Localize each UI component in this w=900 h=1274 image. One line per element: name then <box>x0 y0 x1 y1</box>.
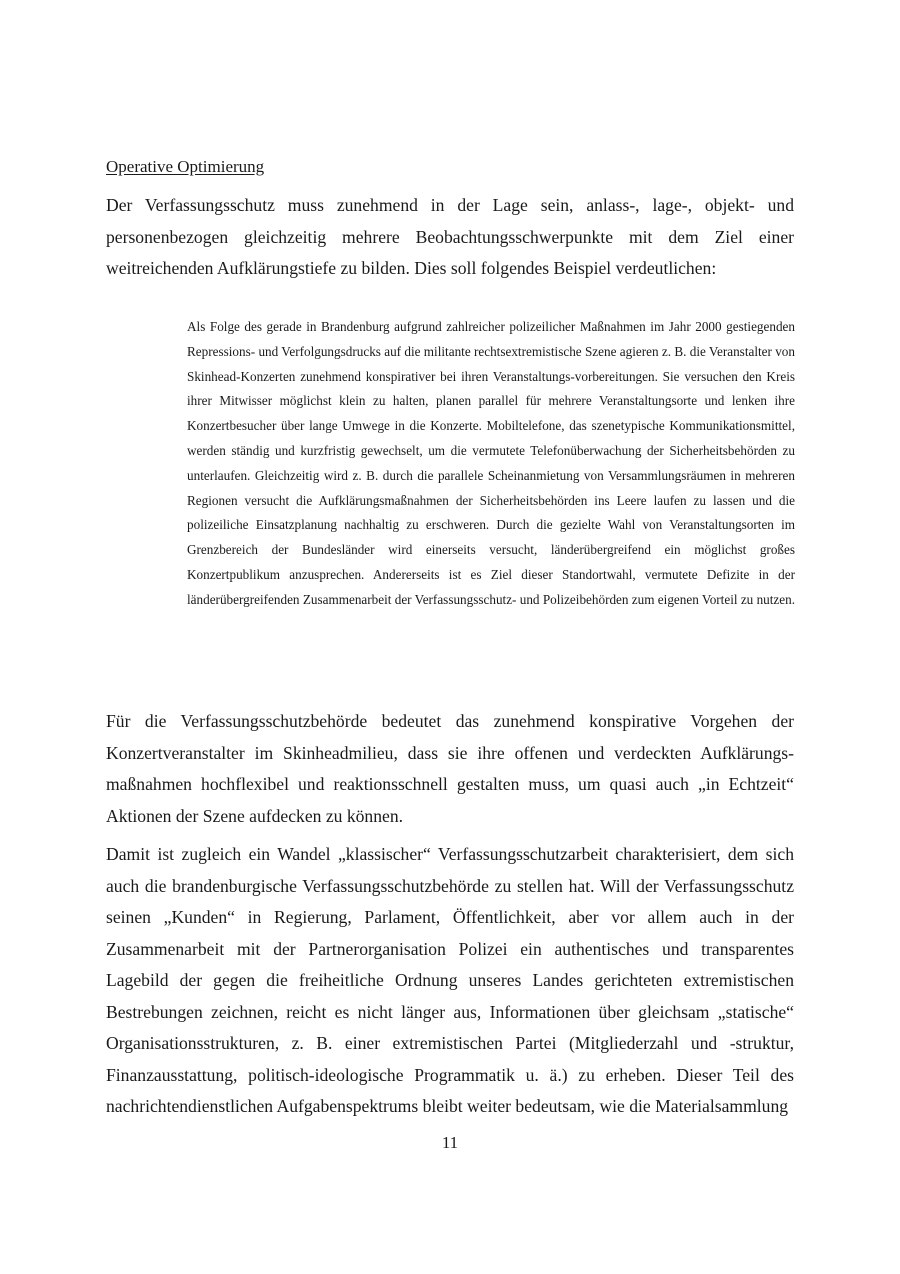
page-number: 11 <box>441 1133 459 1152</box>
intro-paragraph: Der Verfassungsschutz muss zunehmend in der Lage sein, anlass-, lage-, objekt- und personenbezogen gleichzeitig mehrere Beobachtungsschwerpunkte mit dem Ziel einer weitreichenden Aufklärungstiefe zu bilden. Dies soll folgendes Beispiel verdeutlichen: <box>106 195 794 278</box>
body-paragraph-3: Damit ist zugleich ein Wandel „klassischer“ Verfassungsschutzarbeit charakterisiert, dem sich auch die brandenburgische Verfassungsschutzbehörde zu stellen hat. Will der Verfassungsschutz seinen „Kunden“ in Regierung, Parlament, Öffentlichkeit, aber vor allem auch in der Zusammenarbeit mit der Partnerorganisation Polizei ein authentisches und transparentes Lagebild der gegen die freiheitliche Ordnung unseres Landes gerichteten extremistischen Bestrebungen zeichnen, reicht es nicht länger aus, Informationen über gleichsam „statische“ Organisationsstrukturen, z. B. einer extremistischen Partei (Mitgliederzahl und -struktur, Finanzausstattung, politisch-ideologische Programmatik u. ä.) zu erheben. Dieser Teil des nachrichtendienstlichen Aufgabenspektrums bleibt weiter bedeutsam, wie die Materialsammlung <box>106 844 794 1116</box>
example-quote: Als Folge des gerade in Brandenburg aufgrund zahlreicher polizeilicher Maßnahmen im Jahr 2000 gestiegenden Repressions- und Verfolgungsdrucks auf die militante rechtsextremistische Szene agieren z. B. die Veranstalter von Skinhead-Konzerten zunehmend konspirativer bei ihren Veranstaltungs-vorbereitungen. Sie versuchen den Kreis ihrer Mitwisser möglichst klein zu halten, planen parallel für mehrere Veranstaltungsorte und lenken ihre Konzertbesucher über lange Umwege in die Konzerte. Mobiltelefone, das szenetypische Kommunikationsmittel, werden ständig und kurzfristig gewechselt, um die vermutete Telefonüberwachung der Sicherheitsbehörden zu unterlaufen. Gleichzeitig wird z. B. durch die parallele Scheinanmietung von Versammlungsräumen in mehreren Regionen versucht die Aufklärungsmaßnahmen der Sicherheitsbehörden ins Leere laufen zu lassen und die polizeiliche Einsatzplanung nachhaltig zu erschweren. Durch die gezielte Wahl von Veranstaltungsorten im Grenzbereich der Bundesländer wird einerseits versucht, länderübergreifend ein möglichst großes Konzertpublikum anzusprechen. Andererseits ist es Ziel dieser Standortwahl, vermutete Defizite in der länderübergreifenden Zusammenarbeit der Verfassungsschutz- und Polizeibehörden zum eigenen Vorteil zu nutzen. <box>187 319 796 607</box>
section-heading: Operative Optimierung <box>106 157 265 176</box>
body-paragraph-2: Für die Verfassungsschutzbehörde bedeutet das zunehmend konspirative Vorgehen der Konzertveranstalter im Skinheadmilieu, dass sie ihre offenen und verdeckten Aufklärungs-maßnahmen hochflexibel und reaktionsschnell gestalten muss, um quasi auch „in Echtzeit“ Aktionen der Szene aufdecken zu können. <box>106 711 794 826</box>
